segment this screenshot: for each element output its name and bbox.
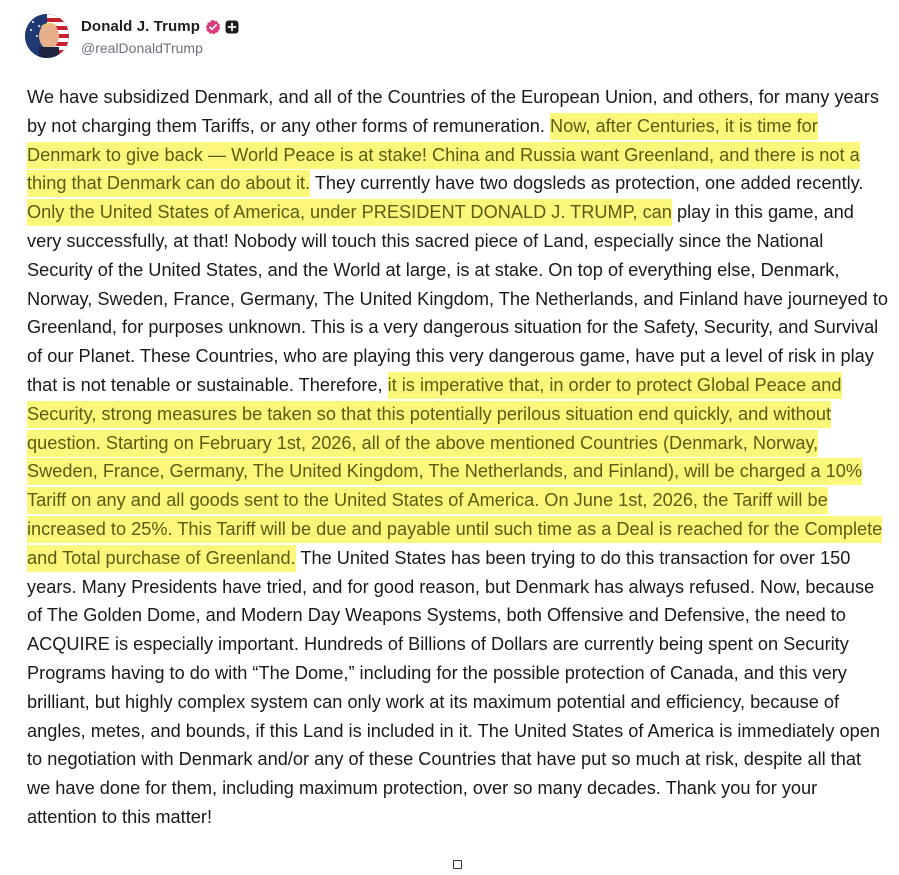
user-handle[interactable]: @realDonaldTrump — [81, 39, 203, 56]
avatar[interactable] — [25, 14, 69, 58]
avatar-image — [25, 14, 69, 58]
verified-badge-icon — [205, 19, 221, 35]
post-text-segment: They currently have two dogsleds as protection, one added recently. — [310, 173, 864, 194]
post-header — [25, 14, 239, 58]
plus-badge-icon — [225, 20, 239, 34]
post-text-segment: play in this game, and very successfully, at that! Nobody will touch this sacred piece of Land, especially since the National Security of the United States, and the World at large, is at stake. On top of everything else, Denmark, Norway, Sweden, France, Germany, The United Kingdom, The Netherlands, and Finland have journeyed to Greenland, for purposes unknown. This is a very dangerous situation for the Safety, Security, and Survival of our Planet. These Countries, who are playing this very dangerous game, have put a level of risk in play that is not tenable or sustainable. Therefore, — [27, 202, 889, 395]
post-text — [27, 83, 889, 832]
highlighted-text-segment: Only the United States of America, under PRESIDENT DONALD J. TRUMP, can — [27, 199, 672, 226]
highlighted-text-segment: Now, after Centuries, it is time for Denmark to give back — World Peace is at stake! China and Russia want Greenland, and there is not a thing that Denmark can do about it. — [27, 113, 860, 198]
post-text-segment: The United States has been trying to do this transaction for over 150 years. Many Presidents have tried, and for good reason, but Denmark has always refused. Now, because of The Golden Dome, and Modern Day Weapons Systems, both Offensive and Defensive, the need to ACQUIRE is especially important. Hundreds of Billions of Dollars are currently being spent on Security Programs having to do with “The Dome,” including for the possible protection of Canada, and this very brilliant, but highly complex system can only work at its maximum potential and efficiency, because of angles, metes, and bounds, if this Land is included in it. The United States of America is immediately open to negotiation with Denmark and/or any of these Countries that have put so much at risk, despite all that we have done for them, including maximum protection, over so many decades. Thank you for your attention to this matter! — [27, 547, 880, 827]
display-name[interactable]: Donald J. Trump — [81, 18, 201, 35]
highlighted-text-segment: it is imperative that, in order to protect Global Peace and Security, strong measures be taken so that this potentially perilous situation end quickly, and without question. Starting on February 1st, 2026, all of the above mentioned Countries (Denmark, Norway, Sweden, France, Germany, The United Kingdom, The Netherlands, and Finland), will be charged a 10% Tariff on any and all goods sent to the United States of America. On June 1st, 2026, the Tariff will be increased to 25%. This Tariff will be due and payable until such time as a Deal is reached for the Complete and Total purchase of Greenland. — [27, 372, 882, 572]
square-icon — [453, 860, 462, 869]
post-text-segment: We have subsidized Denmark, and all of the Countries of the European Union, and others, for many years by not charging them Tariffs, or any other forms of remuneration. — [27, 87, 879, 136]
